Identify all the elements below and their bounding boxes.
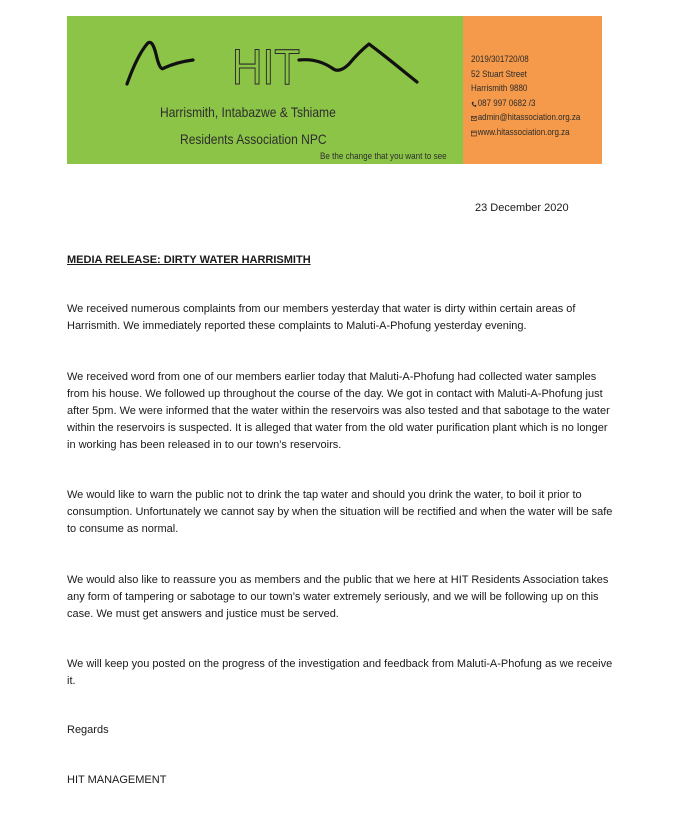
- document-heading: MEDIA RELEASE: DIRTY WATER HARRISMITH: [67, 254, 311, 266]
- contact-block: [471, 53, 601, 141]
- closing: Regards: [67, 724, 109, 736]
- paragraph: We will keep you posted on the progress of the investigation and feedback from Maluti-A-Phofung as we receive it.: [67, 658, 613, 687]
- town-address: Harrismith 9880: [471, 83, 528, 95]
- paragraph: We received numerous complaints from our members yesterday that water is dirty within certain areas of Harrismith. We immediately reported these complaints to Maluti-A-Phofung yesterday evening.: [67, 303, 576, 332]
- registration-number: 2019/301720/08: [471, 54, 529, 65]
- mountain-logo-icon: [67, 16, 463, 106]
- phone-number: 087 997 0682 /3: [471, 97, 580, 112]
- letterhead: [67, 16, 602, 164]
- org-name-line-2: Residents Association NPC: [180, 131, 327, 147]
- phone-icon: [471, 101, 477, 108]
- document-date: 23 December 2020: [475, 202, 569, 214]
- globe-icon: [471, 130, 477, 137]
- logo-wordmark: HIT: [232, 39, 300, 95]
- paragraph: We received word from one of our members earlier today that Maluti-A-Phofung had collected water samples from his house. We followed up throughout the course of the day. We got in contact with Maluti-A-Phofung just after 5pm. We were informed that the water within the reservoirs was also tested and that sabotage to the water within the reservoirs is suspected. It is alleged that water from the old water purification plant which is no longer in working has been released in to our town’s reservoirs.: [67, 371, 610, 451]
- paragraph: We would like to warn the public not to drink the tap water and should you drink the water, to boil it prior to consumption. Unfortunately we cannot say by when the situation will be rectified and when the water will be safe to consume as normal.: [67, 489, 613, 535]
- org-name-line-1: Harrismith, Intabazwe & Tshiame: [160, 104, 336, 120]
- signoff: HIT MANAGEMENT: [67, 774, 167, 786]
- street-address: 52 Stuart Street: [471, 68, 527, 80]
- tagline: Be the change that you want to see: [320, 151, 447, 162]
- envelope-icon: [471, 115, 477, 122]
- email-address: admin@hitassociation.org.za: [471, 111, 580, 126]
- paragraph: We would also like to reassure you as members and the public that we here at HIT Residents Association takes any form of tampering or sabotage to our town’s water extremely seriously, and we will be following up on this case. We must get answers and justice must be served.: [67, 574, 609, 620]
- website-address: www.hitassociation.org.za: [471, 126, 580, 141]
